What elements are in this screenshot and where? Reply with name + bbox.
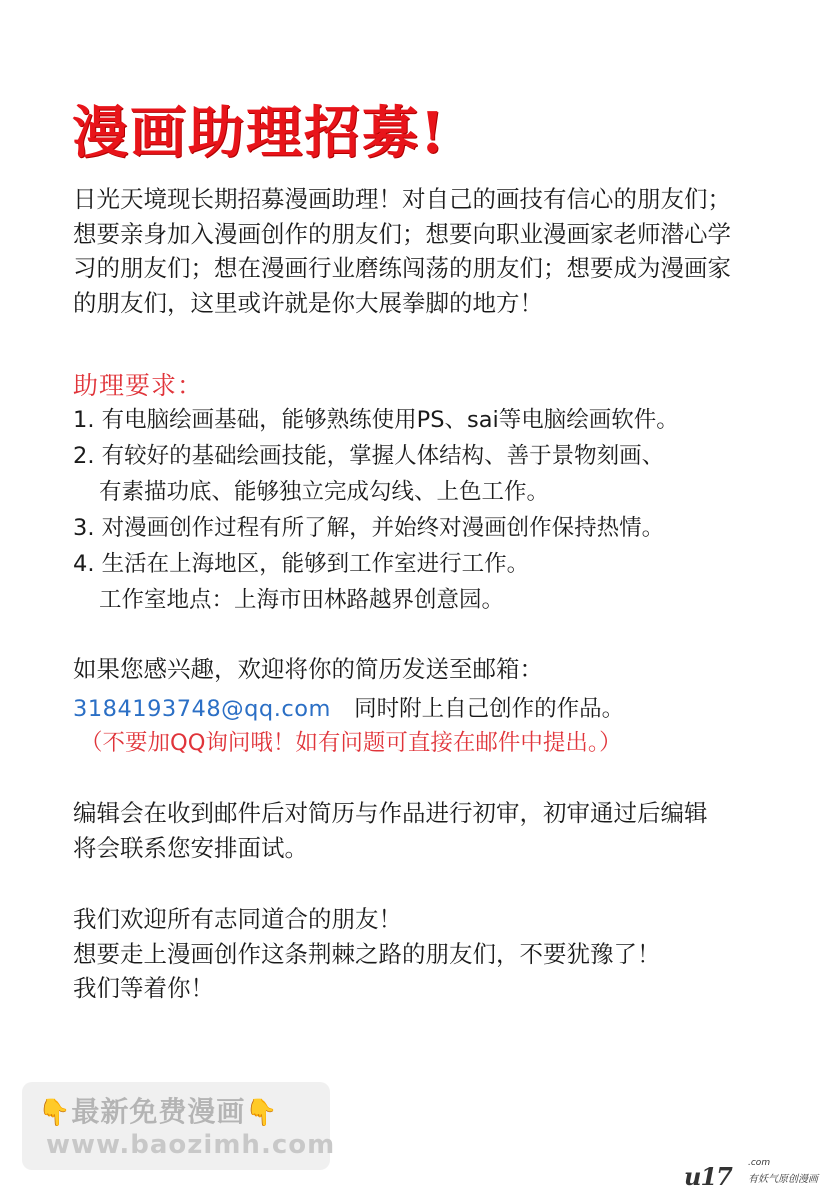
u17-logo xyxy=(684,1158,824,1191)
logo-slogan: 有妖气原创漫画 xyxy=(748,1174,818,1185)
watermark-url: www.baozimh.com xyxy=(46,1130,336,1160)
contact-notice: （不要加QQ询问哦！如有问题可直接在邮件中提出。） xyxy=(80,730,622,756)
requirements-heading: 助理要求： xyxy=(73,371,204,400)
email-line xyxy=(73,692,624,726)
intro-line: 想要亲身加入漫画创作的朋友们；想要向职业漫画家老师潜心学 xyxy=(73,219,731,248)
review-paragraph xyxy=(73,796,708,865)
closing-line: 我们欢迎所有志同道合的朋友！ xyxy=(73,905,402,933)
pointing-down-icon: 👇 xyxy=(245,1098,279,1128)
closing-line: 我们等着你！ xyxy=(73,974,214,1002)
intro-line: 日光天境现长期招募漫画助理！对自己的画技有信心的朋友们； xyxy=(73,185,731,213)
requirement-item: 2. 有较好的基础绘画技能，掌握人体结构、善于景物刻画、 xyxy=(73,443,665,469)
requirement-item: 3. 对漫画创作过程有所了解，并始终对漫画创作保持热情。 xyxy=(73,515,665,541)
watermark-title xyxy=(38,1090,279,1130)
apply-line: 如果您感兴趣，欢迎将你的简历发送至邮箱： xyxy=(73,655,543,683)
requirements-list xyxy=(73,402,679,618)
email-note: 同时附上自己创作的作品。 xyxy=(354,696,625,722)
intro-line: 的朋友们，这里或许就是你大展拳脚的地方！ xyxy=(73,288,543,317)
requirement-item: 4. 生活在上海地区，能够到工作室进行工作。 xyxy=(73,551,530,577)
closing-line: 想要走上漫画创作这条荆棘之路的朋友们，不要犹豫了！ xyxy=(73,939,661,968)
apply-paragraph xyxy=(73,652,543,687)
review-line: 将会联系您安排面试。 xyxy=(73,833,308,862)
pointing-down-icon: 👇 xyxy=(38,1098,72,1128)
logo-domain: .com xyxy=(748,1158,771,1168)
requirement-item-continued: 有素描功底、能够独立完成勾线、上色工作。 xyxy=(99,479,550,505)
page-title: 漫画助理招募! xyxy=(72,100,447,166)
email-link[interactable]: 3184193748@qq.com xyxy=(73,696,331,722)
intro-line: 习的朋友们；想在漫画行业磨练闯荡的朋友们；想要成为漫画家 xyxy=(73,254,731,282)
site-watermark[interactable] xyxy=(22,1082,336,1170)
requirement-item: 1. 有电脑绘画基础，能够熟练使用PS、sai等电脑绘画软件。 xyxy=(73,407,679,433)
logo-main-text: u17 xyxy=(684,1162,732,1191)
review-line: 编辑会在收到邮件后对简历与作品进行初审，初审通过后编辑 xyxy=(73,799,708,827)
closing-paragraph xyxy=(73,902,661,1006)
studio-location: 工作室地点：上海市田林路越界创意园。 xyxy=(99,587,505,613)
intro-paragraph xyxy=(73,182,731,320)
watermark-title-text: 最新免费漫画 xyxy=(71,1095,246,1128)
